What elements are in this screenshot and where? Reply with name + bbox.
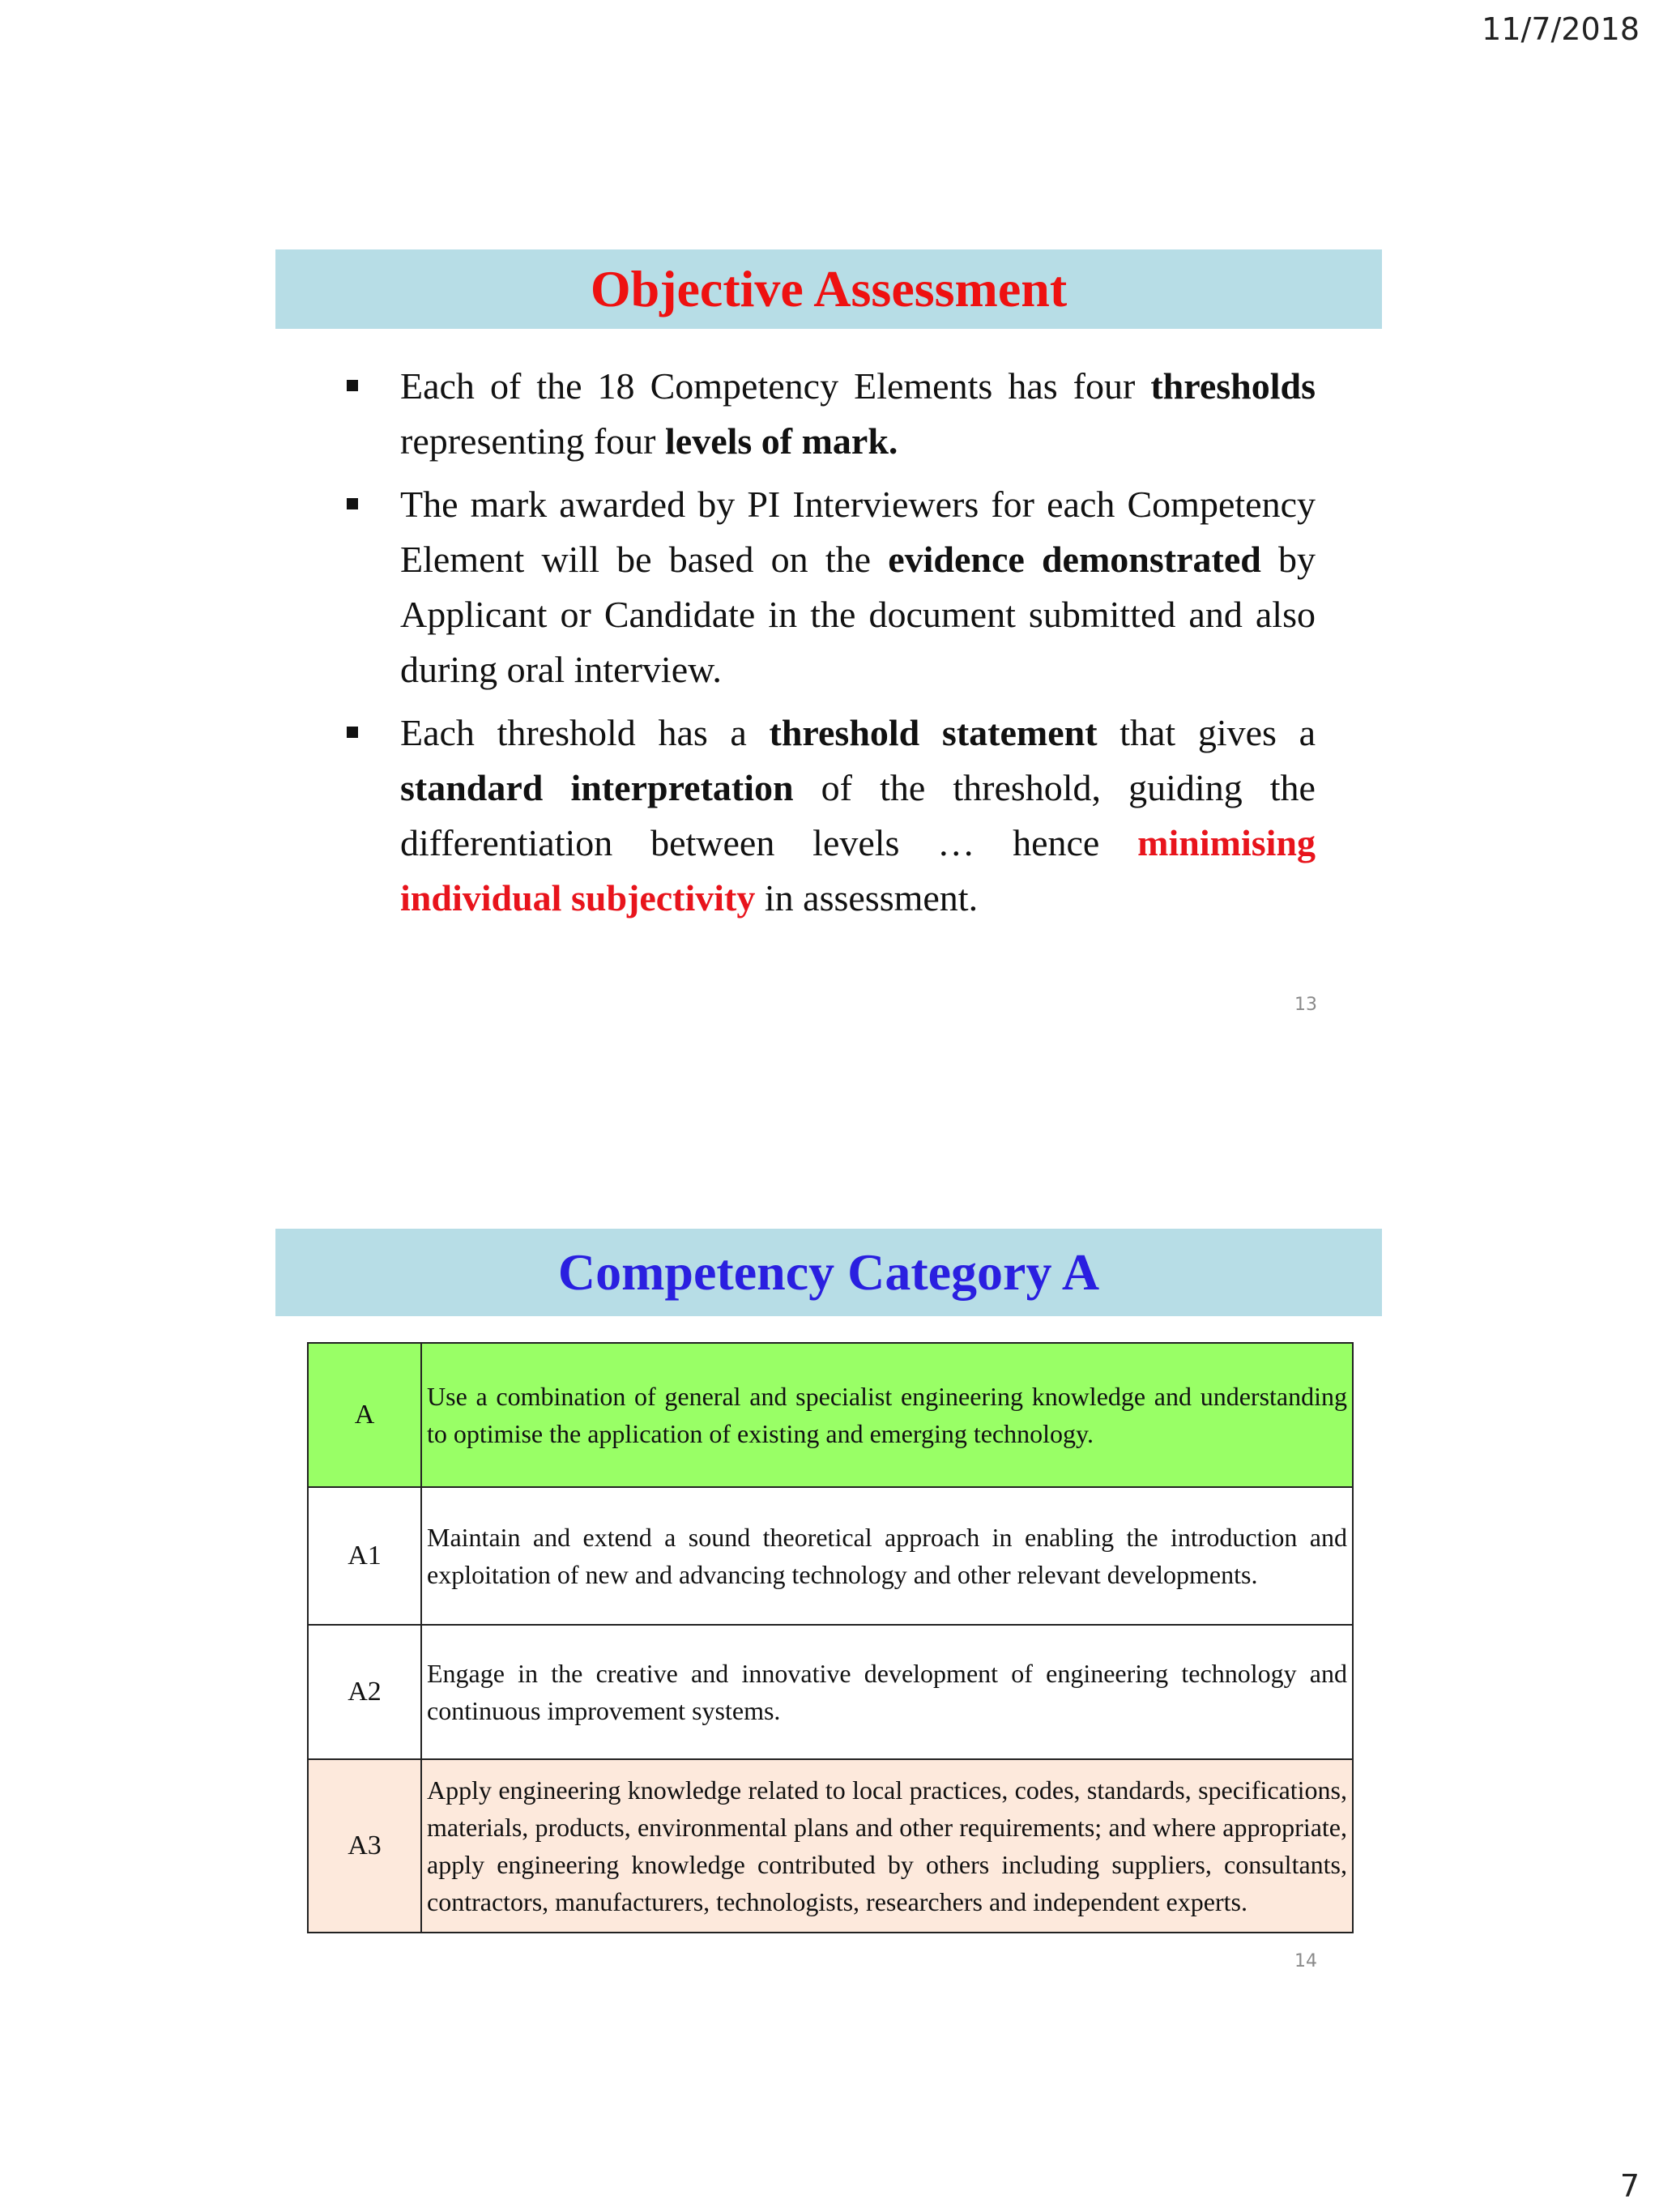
bullet-item [340, 705, 1316, 926]
bullet-text: representing four [400, 420, 665, 462]
competency-table [307, 1342, 1354, 1933]
bullet-text: of the threshold, guiding the differentiation between levels … hence [400, 767, 1316, 863]
competency-code: A [308, 1343, 421, 1487]
slide-objective-assessment [275, 249, 1382, 1027]
competency-description: Apply engineering knowledge related to local practices, codes, standards, specifications, materials, products, environmental plans and other requirements; and where appropriate, apply engineering knowledge contributed by others including suppliers, consultants, contractors, manufacturers, technologists, researchers and independent experts. [421, 1759, 1353, 1933]
bullet-emphasis: threshold statement [769, 712, 1098, 753]
bullet-text: that gives a [1097, 712, 1316, 753]
bullet-emphasis: standard interpretation [400, 767, 794, 808]
competency-description: Use a combination of general and specialist engineering knowledge and understanding to optimise the application of existing and emerging technology. [421, 1343, 1353, 1487]
square-bullet-icon [347, 380, 358, 391]
square-bullet-icon [347, 498, 358, 509]
competency-description: Engage in the creative and innovative development of engineering technology and continuous improvement systems. [421, 1625, 1353, 1759]
bullet-text: in assessment. [755, 877, 979, 918]
competency-description: Maintain and extend a sound theoretical approach in enabling the introduction and exploitation of new and advancing technology and other relevant developments. [421, 1487, 1353, 1625]
print-date: 11/7/2018 [1482, 11, 1640, 47]
table-row [308, 1759, 1353, 1933]
bullet-emphasis: evidence demonstrated [888, 539, 1261, 580]
bullet-list [340, 359, 1316, 934]
bullet-emphasis: levels of mark. [665, 420, 898, 462]
bullet-text: Each threshold has a [400, 712, 770, 753]
slide-competency-category-a [275, 1229, 1382, 2006]
bullet-text: Each of the 18 Competency Elements has four [400, 365, 1151, 407]
slide-number: 13 [1294, 995, 1317, 1015]
bullet-text: by Applicant or Candidate in the document submitted and also during oral interview. [400, 539, 1316, 690]
bullet-item [340, 359, 1316, 469]
bullet-text: The mark awarded by PI Interviewers for each Competency Element will be based on the [400, 484, 1316, 580]
slide-title: Competency Category A [275, 1229, 1382, 1316]
slide-title: Objective Assessment [275, 249, 1382, 329]
bullet-highlight: minimising individual subjectivity [400, 822, 1316, 918]
competency-code: A3 [308, 1759, 421, 1933]
page-number: 7 [1619, 2168, 1640, 2204]
competency-code: A1 [308, 1487, 421, 1625]
table-row [308, 1343, 1353, 1487]
table-row [308, 1625, 1353, 1759]
table-row [308, 1487, 1353, 1625]
bullet-item [340, 477, 1316, 697]
square-bullet-icon [347, 727, 358, 738]
competency-code: A2 [308, 1625, 421, 1759]
bullet-emphasis: thresholds [1150, 365, 1316, 407]
slide-number: 14 [1294, 1951, 1317, 1971]
